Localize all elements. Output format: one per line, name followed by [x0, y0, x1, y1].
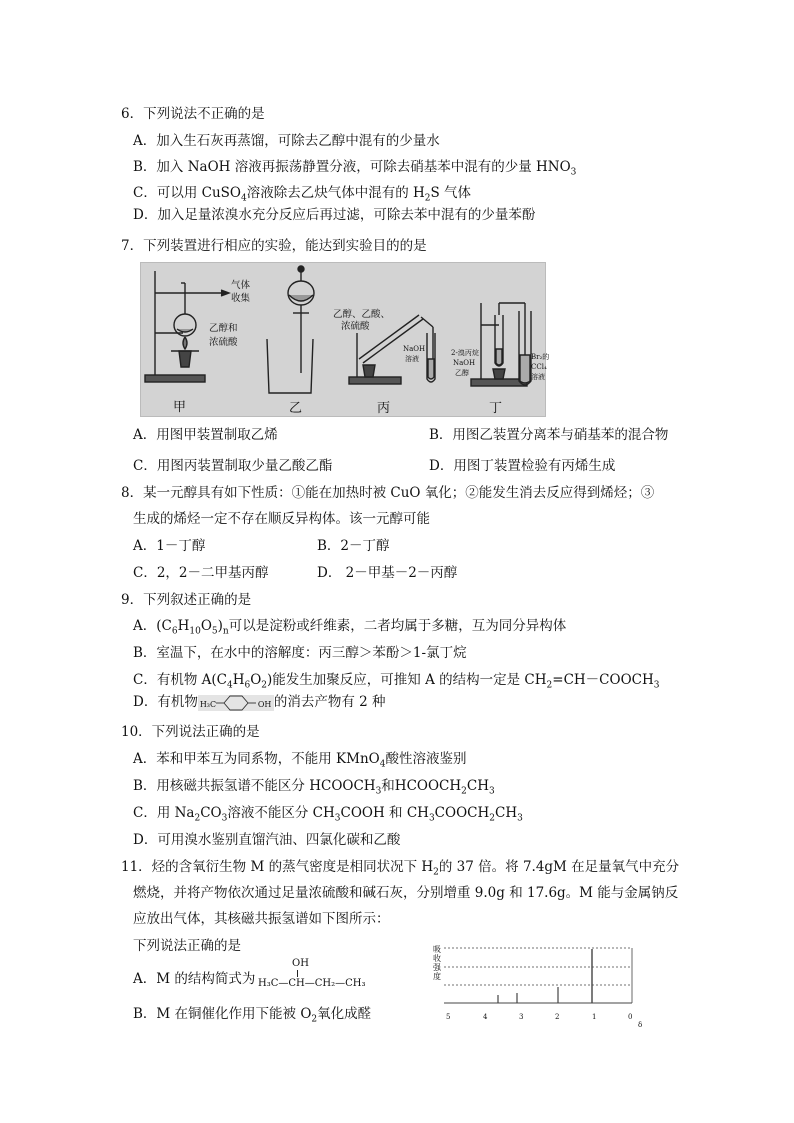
q8-option-b: B．2－丁醇 [317, 538, 390, 554]
q11-a-struct-chain: H₃C—CH—CH₂—CH₃ [258, 978, 366, 989]
q10-option-b: B．用核磁共振氢谱不能区分 $HCOOCH_3$和$HCOOCH_2CH_3$ [133, 778, 495, 797]
bing-burner [363, 365, 375, 377]
bing-naoh-label-1: NaOH [403, 345, 426, 353]
q11-a-struct-bond [297, 970, 298, 977]
jia-gas-collect-label-1: 气体 [231, 280, 251, 291]
jia-ethanol-label-1: 乙醇和 [209, 323, 238, 334]
q6-stem: 6．下列说法不正确的是 [121, 106, 265, 122]
bing-base [349, 377, 401, 384]
nmr-delta-label: δ [638, 1021, 643, 1029]
q8-option-d: D． 2－甲基－2－丙醇 [317, 565, 458, 581]
q10-option-c: C．用 $Na_2CO_3$溶液不能区分 $CH_3COOH$ 和 $CH_3COOCH_2CH_3$ [133, 805, 523, 824]
q8-stem-line2: 生成的烯烃一定不存在顺反异构体。该一元醇可能 [133, 511, 430, 527]
nmr-tick-4: 4 [483, 1013, 488, 1021]
ding-br2-label-1: Br₂的 [531, 353, 550, 361]
q7-stem: 7．下列装置进行相应的实验，能达到实验目的的是 [121, 238, 427, 254]
q8-stem-line1: 8．某一元醇具有如下性质：①能在加热时被 CuO 氧化；②能发生消去反应得到烯烃；③ [121, 485, 655, 501]
yi-beaker [267, 339, 313, 393]
q9-option-b: B．室温下，在水中的溶解度：丙三醇＞苯酚＞1-氯丁烷 [133, 645, 467, 661]
q10-option-a: A．苯和甲苯互为同系物，不能用 KMnO$_4$酸性溶液鉴别 [133, 751, 467, 770]
jia-base [145, 375, 205, 382]
q7-option-a: A．用图甲装置制取乙烯 [133, 427, 278, 443]
q7-option-d: D．用图丁装置检验有丙烯生成 [429, 458, 616, 474]
bing-naoh-label-2: 溶液 [405, 355, 419, 363]
q7-option-c: C．用图丙装置制取少量乙酸乙酯 [133, 458, 333, 474]
q11-a-struct-oh: OH [292, 958, 309, 969]
q9-option-d: D．有机物 H₃C OH 的消去产物有 2 种 [133, 693, 386, 711]
bing-reagents-label-2: 浓硫酸 [341, 321, 370, 332]
q9-stem: 9．下列叙述正确的是 [121, 592, 252, 608]
label-yi: 乙 [289, 401, 303, 416]
apparatus-drawing [141, 263, 545, 416]
ding-bromopropane-label-2: NaOH [453, 359, 476, 367]
q8-option-a: A．1－丁醇 [133, 538, 206, 554]
q9-d-struct-left: H₃C [199, 699, 217, 709]
q11-option-b: B．M 在铜催化作用下能被 $O_2$氧化成醛 [133, 1006, 372, 1025]
nmr-ylabel: 吸收强度 [433, 945, 441, 981]
q10-stem: 10．下列说法正确的是 [121, 724, 260, 740]
label-bing: 丙 [377, 401, 391, 416]
q7-apparatus-figure [140, 262, 550, 417]
nmr-tick-1: 1 [592, 1013, 597, 1021]
jia-burner [179, 351, 191, 367]
ding-br2-label-3: 溶液 [531, 373, 545, 381]
jia-gas-collect-label-2: 收集 [231, 293, 251, 304]
q10-option-d: D．可用溴水鉴别直馏汽油、四氯化碳和乙酸 [133, 832, 401, 848]
q6-option-b: B．加入 NaOH 溶液再振荡静置分液，可除去硝基苯中混有的少量 $HNO_3$ [133, 159, 577, 178]
q11-stem-line3: 应放出气体，其核磁共振氢谱如下图所示： [133, 911, 390, 927]
ding-br2-label-2: CCl₄ [531, 363, 547, 371]
ding-bromopropane-label-3: 乙醇 [455, 369, 469, 377]
ding-burner [493, 369, 505, 379]
jia-ethanol-label-2: 浓硫酸 [209, 337, 238, 348]
q6-option-d: D．加入足量浓溴水充分反应后再过滤，可除去苯中混有的少量苯酚 [133, 207, 536, 223]
q11-option-a: A．M 的结构简式为 [133, 971, 256, 987]
nmr-tick-2: 2 [555, 1013, 560, 1021]
ding-bromopropane-label-1: 2-溴丙烷 [451, 349, 479, 357]
q6-option-a: A．加入生石灰再蒸馏，可除去乙醇中混有的少量水 [133, 133, 440, 149]
nmr-tick-5: 5 [446, 1013, 451, 1021]
label-ding: 丁 [489, 401, 503, 416]
nmr-plot [432, 945, 642, 1015]
nmr-tick-0: 0 [628, 1013, 633, 1021]
label-jia: 甲 [173, 400, 187, 415]
q7-option-b: B．用图乙装置分离苯与硝基苯的混合物 [429, 427, 669, 443]
q8-option-c: C．2，2－二甲基丙醇 [133, 565, 269, 581]
q6-option-c: C．可以用 CuSO$_4$溶液除去乙炔气体中混有的 $H_2S$ 气体 [133, 185, 472, 204]
q9-option-c: C．有机物 $A(C_4H_6O_2)$能发生加聚反应，可推知 A 的结构一定是 $CH_2=CH-COOCH_3$ [133, 672, 660, 691]
q11-stem-line2: 燃烧，并将产物依次通过足量浓硫酸和碱石灰，分别增重 9.0g 和 17.6g。M 能与金属钠反 [133, 885, 679, 901]
nmr-spectrum [432, 945, 642, 1027]
nmr-tick-3: 3 [519, 1013, 524, 1021]
q9-d-structure [198, 695, 274, 711]
q9-option-a: A．$(C_6H_{10}O_5)_n$可以是淀粉或纤维素，二者均属于多糖，互为同分异构体 [133, 618, 567, 637]
bing-reagents-label-1: 乙醇、乙酸、 [333, 309, 391, 320]
q9-d-struct-right: OH [257, 699, 272, 709]
q11-stem-line4: 下列说法正确的是 [133, 938, 241, 954]
q11-stem-line1: 11．烃的含氧衍生物 M 的蒸气密度是相同状况下 $H_2$的 37 倍。将 7.4gM 在足量氧气中充分 [121, 859, 680, 878]
